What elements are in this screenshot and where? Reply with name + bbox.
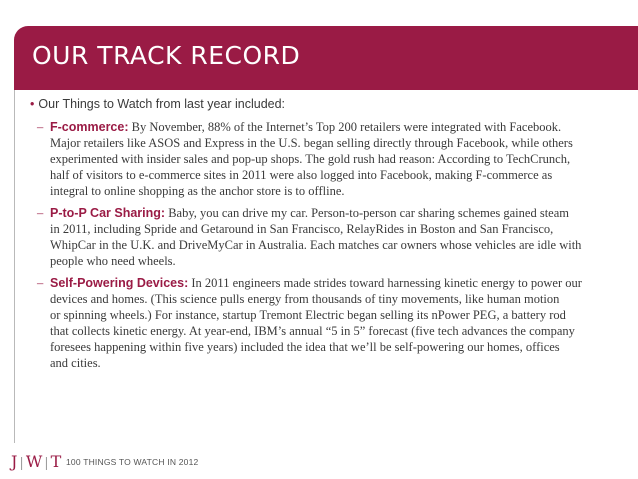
item-line: foresees happening within five years) included the idea that we’ll be self-powering our homes, offices xyxy=(50,340,560,354)
jwt-logo xyxy=(11,452,62,471)
item-line: WhipCar in the U.K. and DriveMyCar in Australia. Each matches car owners whose vehicles are idle with xyxy=(50,238,582,252)
item-line: and cities. xyxy=(50,356,101,370)
item-line: or spinning wheels.) For instance, startup Tremont Electric began selling its nPower PEG, a battery rod xyxy=(50,308,566,322)
intro-bullet xyxy=(30,96,620,112)
left-divider xyxy=(14,90,15,443)
footer-caption: 100 THINGS TO WATCH IN 2012 xyxy=(66,457,199,467)
item-line: Major retailers like ASOS and Express in the U.S. began selling directly through Facebook, while others xyxy=(50,136,573,150)
item-f-commerce xyxy=(30,119,620,199)
page-title: OUR TRACK RECORD xyxy=(32,41,301,70)
logo-letter: W xyxy=(25,452,44,471)
logo-letter: J xyxy=(11,452,19,471)
item-line: in 2011, including Spride and Getaround in San Francisco, RelayRides in Boston and San Francisco, xyxy=(50,222,554,236)
item-line: Baby, you can drive my car. Person-to-person car sharing schemes gained steam xyxy=(168,206,569,220)
item-term: Self-Powering Devices: xyxy=(50,276,189,290)
logo-separator: | xyxy=(44,456,50,471)
intro-text: Our Things to Watch from last year included: xyxy=(38,97,286,111)
item-term: P-to-P Car Sharing: xyxy=(50,206,166,220)
item-line: half of visitors to e-commerce sites in 2011 were also logged into Facebook, making F-commerce as xyxy=(50,168,553,182)
item-self-powering-devices xyxy=(30,275,620,371)
bullet-dot-icon: • xyxy=(30,97,35,111)
dash-icon: – xyxy=(37,276,44,290)
logo-letter: T xyxy=(50,452,63,471)
dash-icon: – xyxy=(37,120,44,134)
item-term: F-commerce: xyxy=(50,120,129,134)
item-line: By November, 88% of the Internet’s Top 200 retailers were integrated with Facebook. xyxy=(131,120,562,134)
title-banner xyxy=(14,26,638,90)
item-line: integral to online shopping as the anchor store is to offline. xyxy=(50,184,345,198)
item-line: experimented with insider sales and pop-up shops. The gold rush had reason: According to TechCrunch, xyxy=(50,152,571,166)
item-line: In 2011 engineers made strides toward harnessing kinetic energy to power our xyxy=(191,276,582,290)
dash-icon: – xyxy=(37,206,44,220)
item-line: devices and homes. (This science pulls energy from thousands of tiny movements, like human motion xyxy=(50,292,560,306)
slide-body xyxy=(30,96,620,371)
item-line: people who need wheels. xyxy=(50,254,176,268)
item-p2p-car-sharing xyxy=(30,205,620,269)
item-line: that collects kinetic energy. At year-end, IBM’s annual “5 in 5” forecast (five tech advances the company xyxy=(50,324,575,338)
logo-separator: | xyxy=(19,456,25,471)
